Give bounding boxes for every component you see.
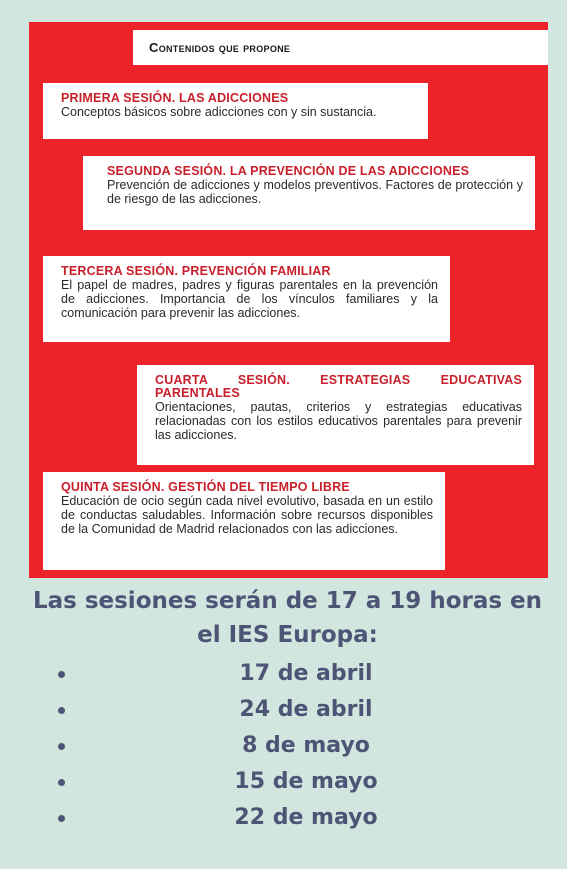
session-card-4 — [137, 365, 534, 465]
session-card-5 — [43, 472, 445, 570]
bullet-icon — [58, 743, 65, 750]
bullet-icon — [58, 779, 65, 786]
session-title: CUARTA SESIÓN. ESTRATEGIAS EDUCATIVAS PARENTALES — [155, 373, 522, 400]
session-title: PRIMERA SESIÓN. LAS ADICCIONES — [61, 91, 289, 105]
header-title: Contenidos que propone — [149, 40, 291, 55]
bullet-icon — [58, 815, 65, 822]
session-description: Prevención de adicciones y modelos preventivos. Factores de protección y de riesgo de las adicciones. — [107, 178, 523, 206]
session-title: TERCERA SESIÓN. PREVENCIÓN FAMILIAR — [61, 264, 331, 278]
date-text: 15 de mayo — [234, 769, 378, 794]
bullet-icon — [58, 671, 65, 678]
session-description: El papel de madres, padres y figuras parentales en la prevención de adicciones. Importancia de los vínculos familiares y la comunicación para prevenir las adicciones. — [61, 278, 438, 320]
session-card-2 — [83, 156, 535, 230]
list-item — [40, 656, 520, 692]
session-title: SEGUNDA SESIÓN. LA PREVENCIÓN DE LAS ADICCIONES — [107, 164, 470, 178]
session-card-3 — [43, 256, 450, 342]
schedule-info: Las sesiones serán de 17 a 19 horas en el IES Europa: — [32, 588, 543, 648]
date-text: 22 de mayo — [234, 805, 378, 830]
poster-header — [133, 30, 548, 65]
list-item — [40, 728, 520, 764]
list-item — [40, 800, 520, 836]
session-description: Orientaciones, pautas, criterios y estrategias educativas relacionadas con los estilos educativos parentales para prevenir las adicciones. — [155, 400, 522, 442]
list-item — [40, 764, 520, 800]
session-card-1 — [43, 83, 428, 139]
list-item — [40, 692, 520, 728]
bullet-icon — [58, 707, 65, 714]
date-text: 17 de abril — [239, 661, 373, 686]
date-text: 24 de abril — [239, 697, 373, 722]
session-title: QUINTA SESIÓN. GESTIÓN DEL TIEMPO LIBRE — [61, 480, 350, 494]
session-description: Educación de ocio según cada nivel evolutivo, basada en un estilo de conductas saludables. Información sobre recursos disponibles de la Comunidad de Madrid relacionados con las adicciones. — [61, 494, 433, 536]
date-text: 8 de mayo — [242, 733, 370, 758]
program-poster — [29, 22, 548, 578]
session-description: Conceptos básicos sobre adicciones con y sin sustancia. — [61, 105, 377, 119]
dates-list — [40, 656, 520, 836]
